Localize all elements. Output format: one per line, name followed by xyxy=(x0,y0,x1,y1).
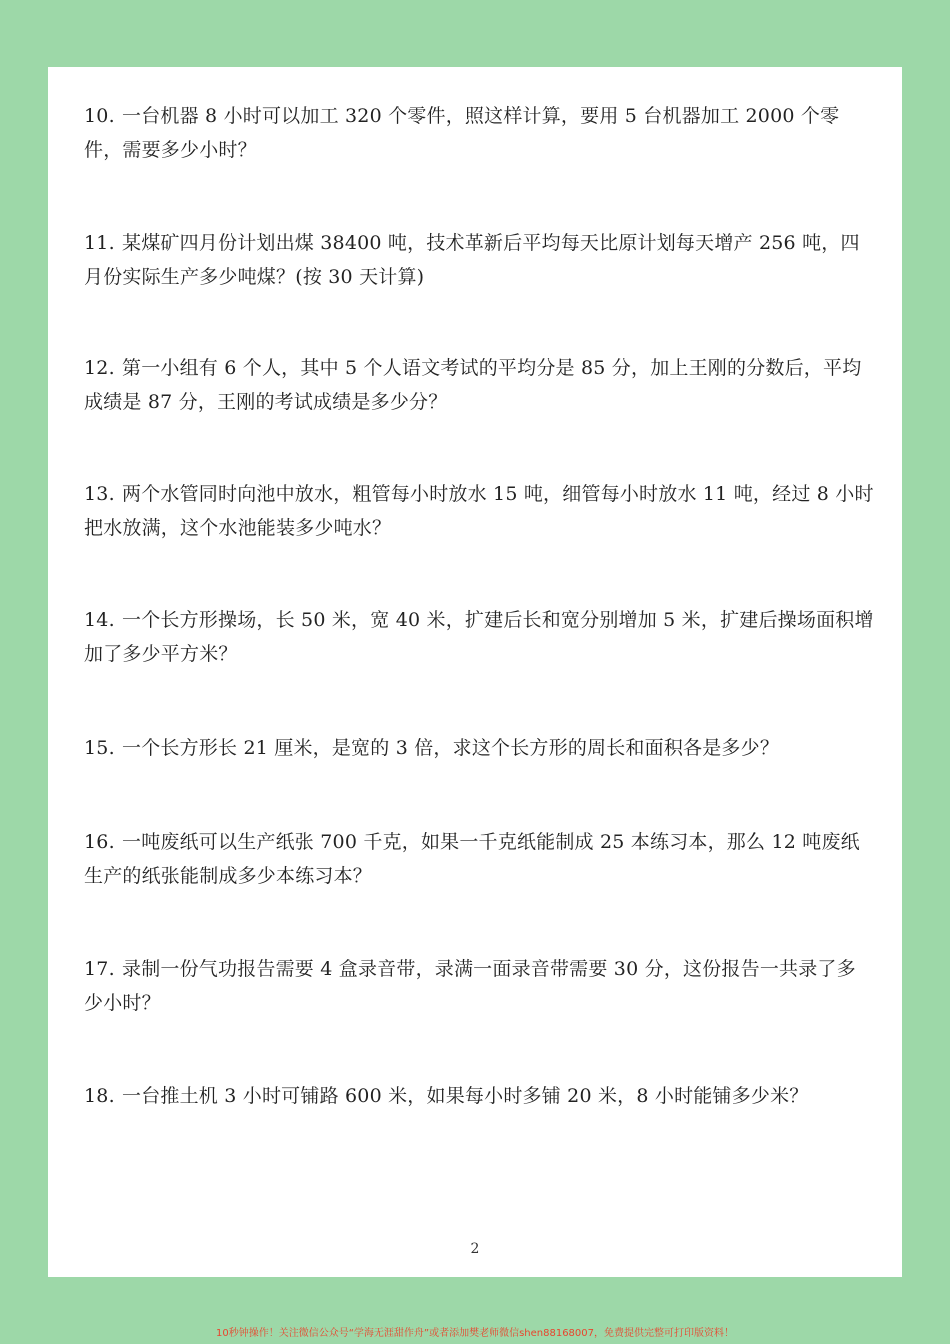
question-text: 一个长方形长 21 厘米，是宽的 3 倍，求这个长方形的周长和面积各是多少？ xyxy=(122,737,780,759)
question-17 xyxy=(84,952,874,1020)
question-11 xyxy=(84,226,874,294)
question-text: 第一小组有 6 个人，其中 5 个人语文考试的平均分是 85 分，加上王刚的分数后，平均成绩是 87 分，王刚的考试成绩是多少分？ xyxy=(84,357,862,413)
question-number: 17. xyxy=(84,958,115,980)
question-number: 18. xyxy=(84,1085,115,1107)
question-text: 一台机器 8 小时可以加工 320 个零件，照这样计算，要用 5 台机器加工 2000 个零件，需要多少小时？ xyxy=(84,105,840,161)
question-text: 一台推土机 3 小时可铺路 600 米，如果每小时多铺 20 米，8 小时能铺多少米？ xyxy=(122,1085,809,1107)
question-15 xyxy=(84,731,874,765)
question-12 xyxy=(84,351,874,419)
worksheet-page xyxy=(48,67,902,1277)
question-16 xyxy=(84,825,874,893)
question-text: 一个长方形操场，长 50 米，宽 40 米，扩建后长和宽分别增加 5 米，扩建后操场面积增加了多少平方米？ xyxy=(84,609,874,665)
question-number: 12. xyxy=(84,357,115,379)
question-number: 10. xyxy=(84,105,115,127)
question-13 xyxy=(84,477,874,545)
footer-banner: 10秒钟操作！关注微信公众号“学海无涯甜作舟”或者添加樊老师微信shen88168007，免费提供完整可打印版资料！ xyxy=(215,1328,735,1339)
page-number: 2 xyxy=(470,1241,480,1257)
question-number: 11. xyxy=(84,232,115,254)
question-number: 16. xyxy=(84,831,115,853)
question-18 xyxy=(84,1079,874,1113)
question-number: 13. xyxy=(84,483,115,505)
question-text: 录制一份气功报告需要 4 盒录音带，录满一面录音带需要 30 分，这份报告一共录了多少小时？ xyxy=(84,958,856,1014)
question-text: 一吨废纸可以生产纸张 700 千克，如果一千克纸能制成 25 本练习本，那么 12 吨废纸生产的纸张能制成多少本练习本？ xyxy=(84,831,860,887)
question-number: 14. xyxy=(84,609,115,631)
question-text: 某煤矿四月份计划出煤 38400 吨，技术革新后平均每天比原计划每天增产 256 吨，四月份实际生产多少吨煤？(按 30 天计算) xyxy=(84,232,860,288)
question-14 xyxy=(84,603,874,671)
question-text: 两个水管同时向池中放水，粗管每小时放水 15 吨，细管每小时放水 11 吨，经过 8 小时把水放满，这个水池能装多少吨水？ xyxy=(84,483,874,539)
question-number: 15. xyxy=(84,737,115,759)
question-10 xyxy=(84,99,874,167)
